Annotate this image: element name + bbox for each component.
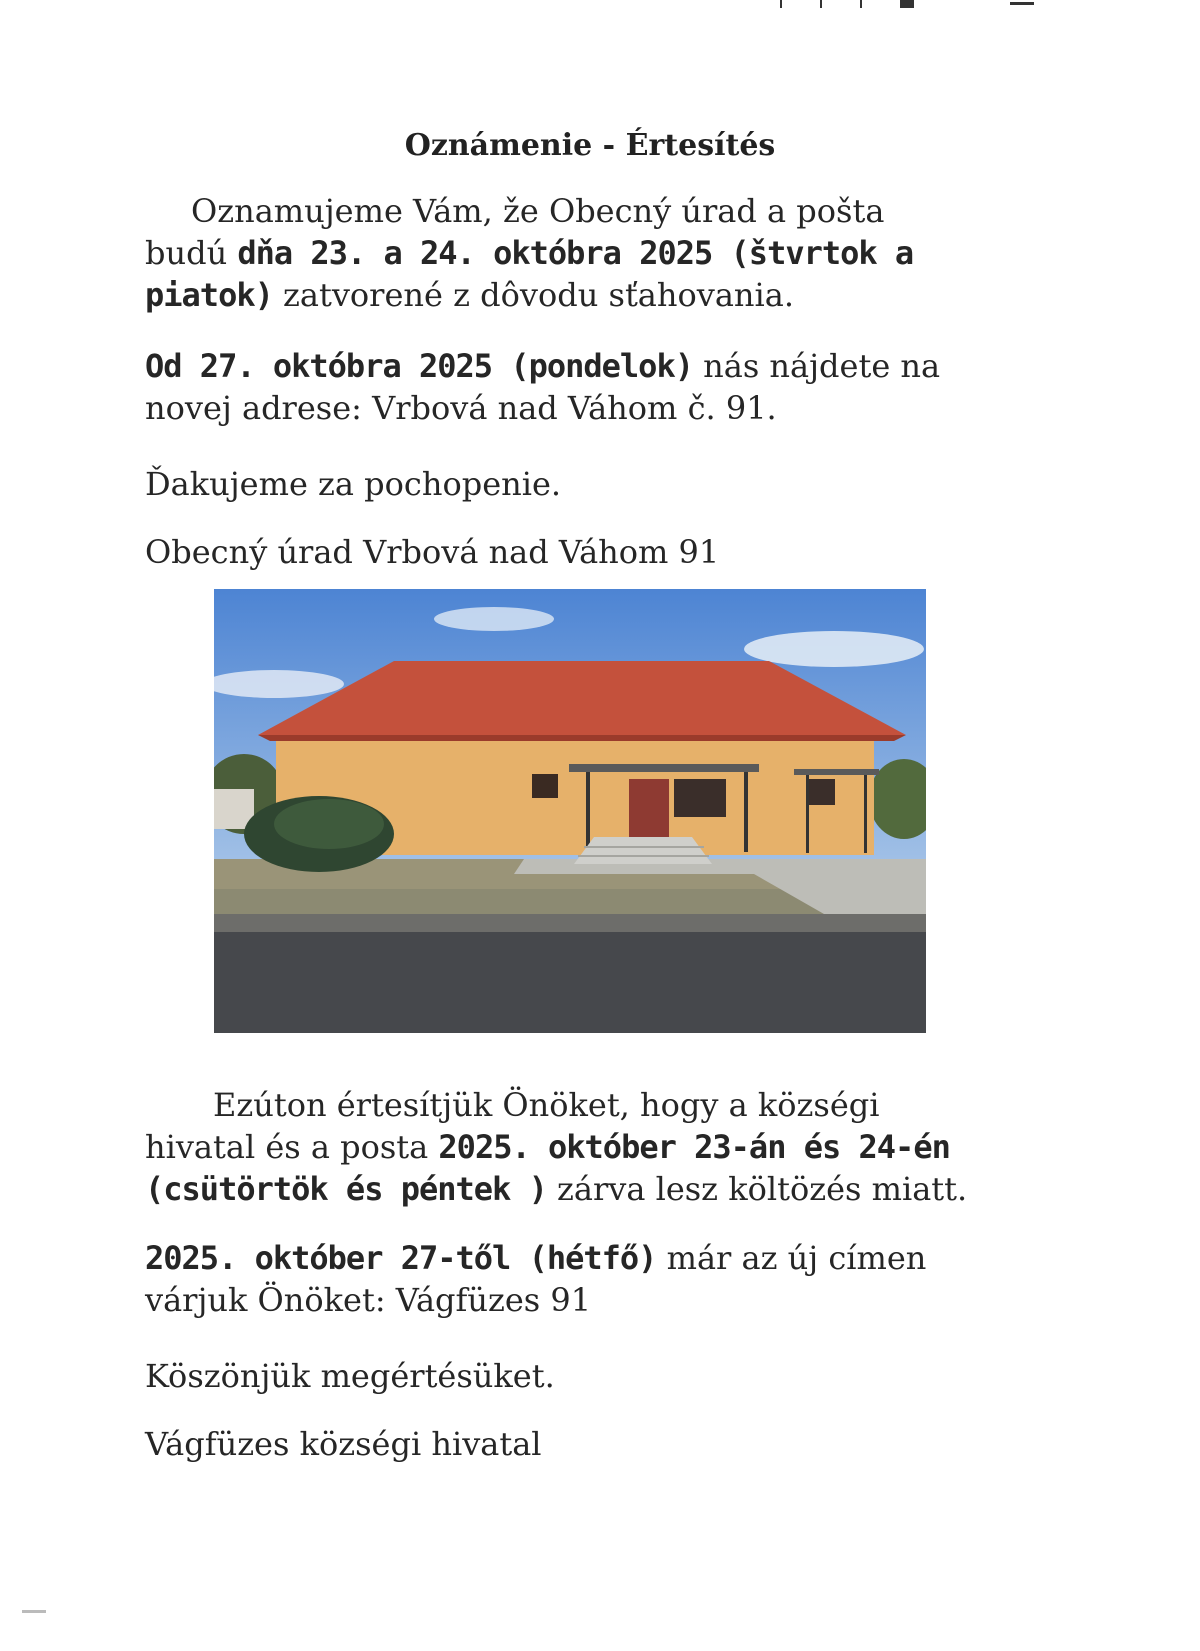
- hu-p1-hivatal: hivatal és a posta: [145, 1128, 439, 1166]
- hu-p1-reason: zárva lesz költözés miatt.: [546, 1170, 968, 1208]
- sk-thanks: Ďakujeme za pochopenie.: [145, 465, 562, 503]
- sk-p1-piatok: piatok): [145, 276, 273, 314]
- hu-p1-days: (csütörtök és péntek ): [145, 1170, 547, 1208]
- hu-thanks: Köszönjük megértésüket.: [145, 1357, 555, 1395]
- sk-p1-budu: budú: [145, 234, 238, 272]
- sk-signature: Obecný úrad Vrbová nad Váhom 91: [145, 533, 720, 571]
- sk-p1-dates: dňa 23. a 24. októbra 2025 (štvrtok a: [237, 234, 914, 272]
- hu-p2-address: várjuk Önöket: Vágfüzes 91: [145, 1281, 592, 1319]
- sk-p2-address: novej adrese: Vrbová nad Váhom č. 91.: [145, 389, 777, 427]
- sk-p1-line1: Oznamujeme Vám, že Obecný úrad a pošta: [191, 192, 885, 230]
- scan-mark: [22, 1610, 46, 1613]
- sk-p1-reason: zatvorené z dôvodu sťahovania.: [272, 276, 794, 314]
- notice-title: Oznámenie - Értesítés: [404, 128, 776, 163]
- hu-signature: Vágfüzes községi hivatal: [145, 1425, 542, 1463]
- hu-paragraph-new-address: [145, 1237, 995, 1321]
- sk-p2-najdete: nás nájdete na: [692, 347, 941, 385]
- hu-p2-date: 2025. október 27-től (hétfő): [145, 1239, 657, 1277]
- hu-p1-line1: Ezúton értesítjük Önöket, hogy a községi: [213, 1086, 880, 1124]
- sk-paragraph-closure: [145, 190, 995, 316]
- scan-top-marks: [760, 0, 1040, 12]
- sk-paragraph-new-address: [145, 345, 995, 429]
- municipal-office-building-photo: [214, 589, 926, 1033]
- sk-p2-date: Od 27. októbra 2025 (pondelok): [145, 347, 693, 385]
- hu-p2-cimen: már az új címen: [656, 1239, 927, 1277]
- hu-paragraph-closure: [145, 1084, 995, 1210]
- hu-p1-dates: 2025. október 23-án és 24-én: [438, 1128, 950, 1166]
- building-photo: [214, 589, 926, 1033]
